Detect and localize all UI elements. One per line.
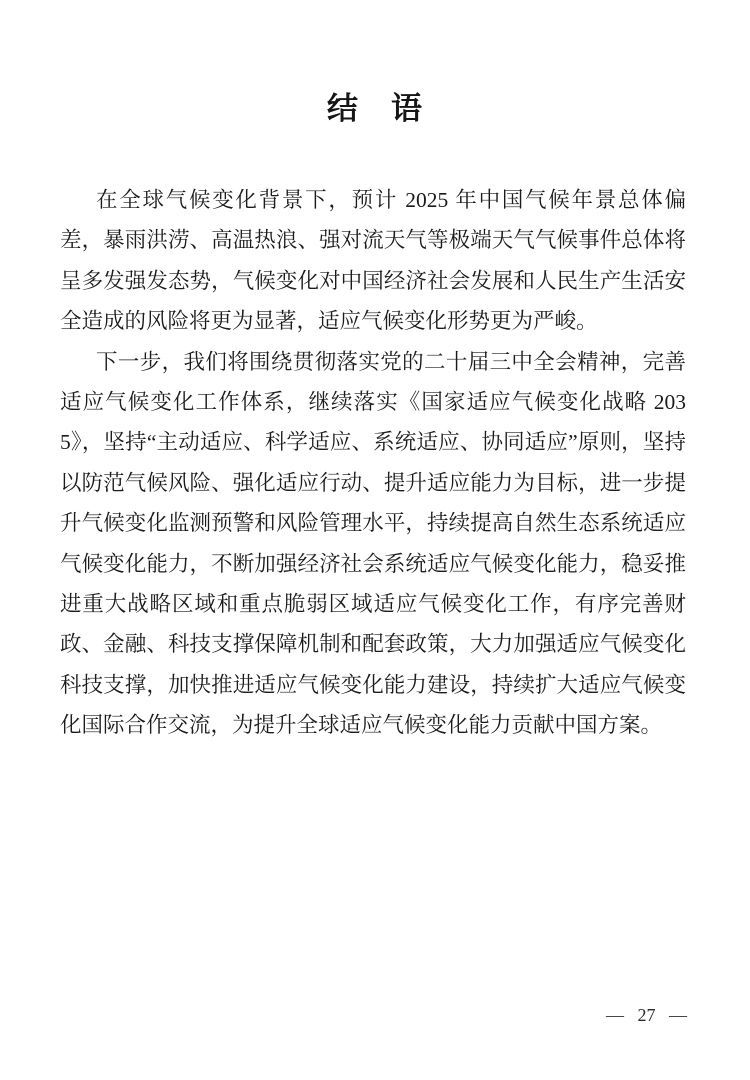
document-body xyxy=(60,180,686,746)
paragraph-climate-outlook: 在全球气候变化背景下，预计 2025 年中国气候年景总体偏差，暴雨洪涝、高温热浪、强对流天气等极端天气气候事件总体将呈多发强发态势，气候变化对中国经济社会发展和人民生产生活安全造成的风险将更为显著，适应气候变化形势更为严峻。 xyxy=(60,188,686,334)
page-number: — 27 — xyxy=(606,1005,687,1025)
document-title: 结 语 xyxy=(327,91,423,126)
paragraph-next-steps: 下一步，我们将围绕贯彻落实党的二十届三中全会精神，完善适应气候变化工作体系，继续落实《国家适应气候变化战略 2035》，坚持“主动适应、科学适应、系统适应、协同适应”原则，坚持以防范气候风险、强化适应行动、提升适应能力为目标，进一步提升气候变化监测预警和风险管理水平，持续提高自然生态系统适应气候变化能力，不断加强经济社会系统适应气候变化能力，稳妥推进重大战略区域和重点脆弱区域适应气候变化工作，有序完善财政、金融、科技支撑保障机制和配套政策，大力加强适应气候变化科技支撑，加快推进适应气候变化能力建设，持续扩大适应气候变化国际合作交流，为提升全球适应气候变化能力贡献中国方案。 xyxy=(60,349,686,738)
